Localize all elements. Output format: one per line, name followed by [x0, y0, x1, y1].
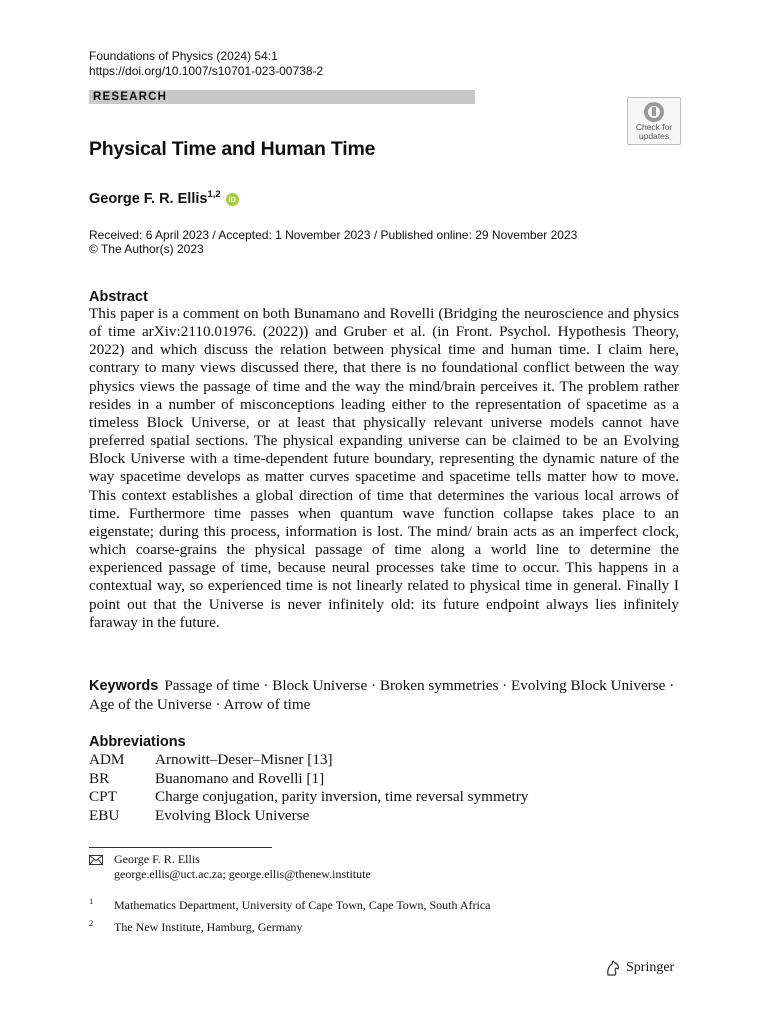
abbreviation-row	[89, 807, 679, 826]
copyright-notice: © The Author(s) 2023	[89, 242, 204, 256]
abbreviation-term: EBU	[89, 806, 120, 824]
abbreviation-term: ADM	[89, 751, 125, 768]
abbreviation-row	[89, 788, 679, 807]
envelope-icon	[89, 855, 103, 865]
abbreviation-term: BR	[89, 769, 110, 787]
footnote-divider	[89, 847, 272, 848]
keywords-label: Keywords	[89, 678, 159, 694]
abbreviation-row	[89, 770, 679, 789]
publisher-name: Springer	[626, 960, 675, 975]
check-updates-icon	[641, 101, 667, 123]
journal-citation: Foundations of Physics (2024) 54:1	[89, 49, 278, 63]
check-for-updates-badge[interactable]	[627, 97, 681, 145]
corresponding-author-emails[interactable]: george.ellis@uct.ac.za; george.ellis@thenew.institute	[114, 867, 371, 881]
abbreviations-list	[89, 751, 679, 825]
paper-title: Physical Time and Human Time	[89, 138, 376, 160]
keywords-text: Passage of time · Block Universe · Broken symmetries · Evolving Block Universe · Age of the Universe · Arrow of time	[89, 677, 675, 713]
keywords-block	[89, 677, 679, 714]
springer-horse-icon	[604, 959, 622, 977]
abbreviation-row	[89, 751, 679, 770]
affiliation-text: The New Institute, Hamburg, Germany	[114, 920, 303, 934]
check-updates-label: Check for updates	[635, 122, 673, 141]
author-affiliation-marks: 1,2	[207, 189, 221, 200]
abbreviation-term: CPT	[89, 788, 117, 805]
affiliation-text: Mathematics Department, University of Cape Town, Cape Town, South Africa	[114, 898, 491, 912]
abbreviations-heading: Abbreviations	[89, 734, 186, 750]
doi-link[interactable]: https://doi.org/10.1007/s10701-023-00738-2	[89, 64, 324, 78]
abbreviation-meaning: Buanomano and Rovelli [1]	[155, 769, 325, 787]
author-name: George F. R. Ellis	[89, 190, 208, 207]
publication-dates: Received: 6 April 2023 / Accepted: 1 November 2023 / Published online: 29 November 2023	[89, 228, 578, 242]
affiliation-number: 1	[89, 896, 94, 906]
abstract-heading: Abstract	[89, 289, 148, 305]
abbreviation-meaning: Arnowitt–Deser–Misner [13]	[155, 751, 333, 768]
abbreviation-meaning: Evolving Block Universe	[155, 806, 310, 824]
orcid-icon[interactable]: iD	[226, 193, 239, 206]
article-type-label: RESEARCH	[93, 91, 168, 103]
abstract-text: This paper is a comment on both Bunamano and Rovelli (Bridging the neuroscience and physics of time arXiv:2110.01976. (2022)) and Gruber et al. (in Front. Psychol. Hypothesis Theory, 2022) and which discuss the relation between physical time and human time. I claim here, contrary to many views discussed there, that there is no foundational conflict between the way physics views the passage of time and the way the mind/brain perceives it. The problem rather resides in a number of misconceptions leading either to the representation of spacetime as a timeless Block Universe, or at least that physically relevant universe models cannot have preferred spatial sections. The physical expanding universe can be claimed to be an Evolving Block Universe with a time-dependent future boundary, representing the dynamic nature of the way spacetime develops as matter curves spacetime and spacetime tells matter how to move. This context establishes a global direction of time that determines the various local arrows of time. Furthermore time passes when quantum wave function collapse takes place to an eigenstate; during this process, information is lost. The mind/ brain acts as an imperfect clock, which coarse-grains the physical passage of time along a world line to determine the experienced passage of time, because neural processes take time to occur. This happens in a contextual way, so experienced time is not linearly related to physical time in general. Finally I point out that the Universe is never infinitely old: its future endpoint always lies infinitely faraway in the future.	[89, 305, 679, 631]
article-type-bar	[89, 90, 475, 104]
abbreviation-meaning: Charge conjugation, parity inversion, time reversal symmetry	[155, 788, 529, 805]
author-line	[89, 186, 239, 208]
corresponding-author-name: George F. R. Ellis	[114, 852, 200, 866]
affiliation-number: 2	[89, 918, 94, 928]
